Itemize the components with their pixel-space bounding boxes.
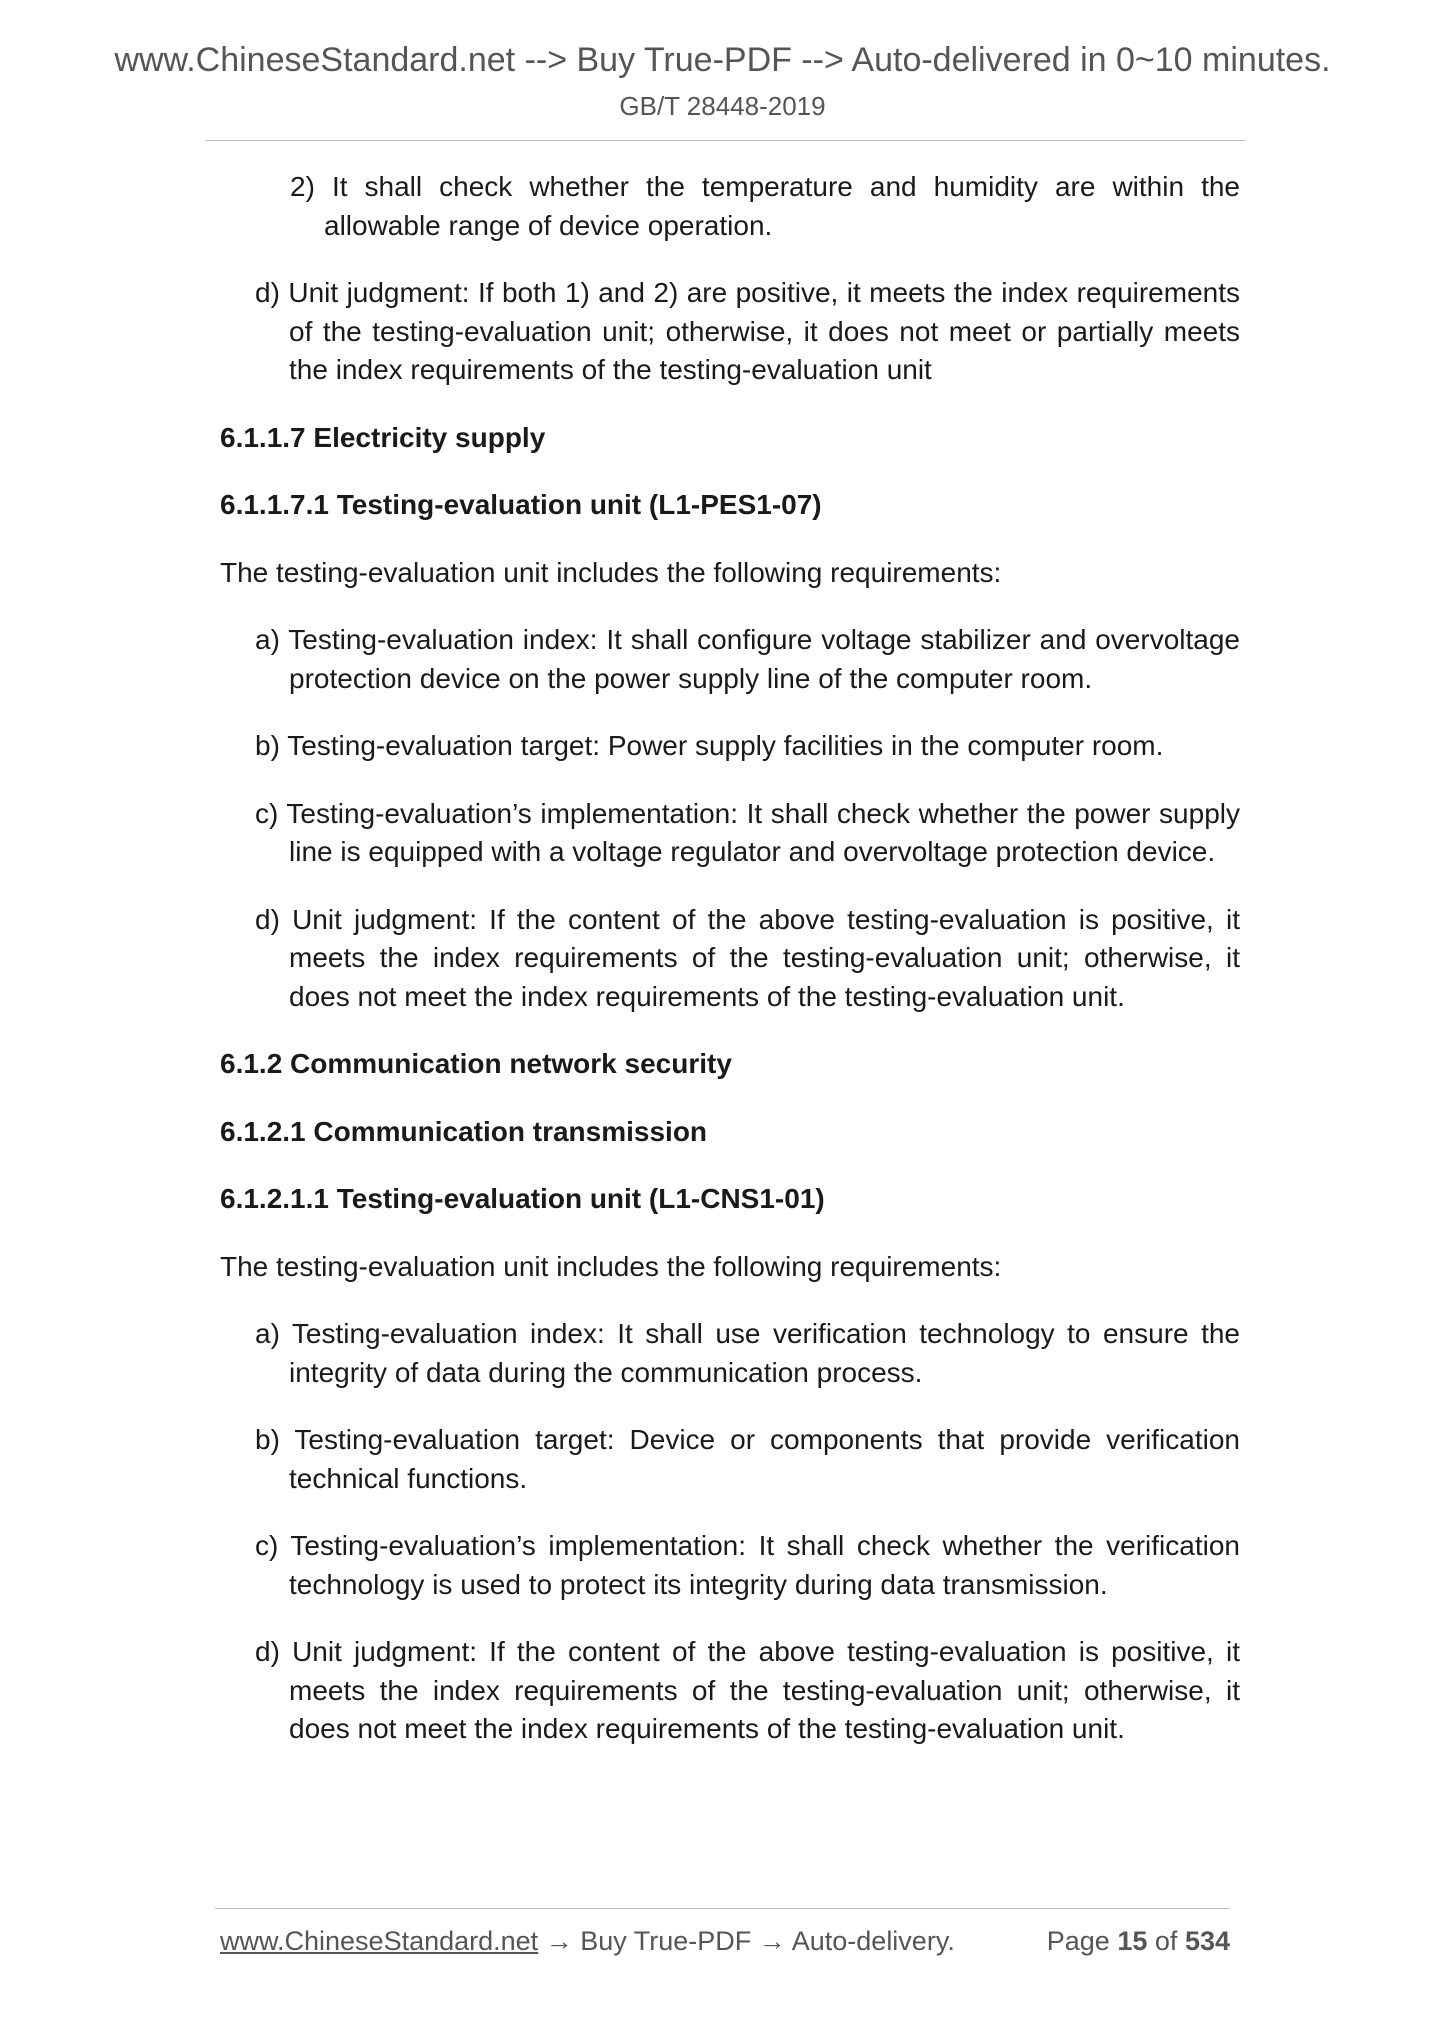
list-number: c): [255, 1530, 279, 1561]
list-text: Unit judgment: If the content of the above testing-evaluation is positive, it meets the index requirements of the testing-evaluation unit; otherwise, it does not meet the index requirements of the testing-evaluation unit.: [289, 1636, 1240, 1744]
intro-paragraph: The testing-evaluation unit includes the following requirements:: [220, 556, 1002, 588]
list-item-c: [255, 1527, 1240, 1604]
page-of-label: of: [1154, 1926, 1178, 1956]
list-number: 2): [290, 171, 315, 202]
list-item-a: [255, 621, 1240, 698]
section-heading-6-1-2-1: 6.1.2.1 Communication transmission: [220, 1115, 708, 1147]
list-number: b): [255, 730, 280, 761]
section-heading-6-1-2: 6.1.2 Communication network security: [220, 1048, 732, 1079]
current-page: 15: [1117, 1926, 1148, 1956]
page-label: Page: [1046, 1926, 1110, 1956]
list-number: a): [255, 624, 280, 655]
list-number: c): [255, 797, 279, 829]
list-text: Testing-evaluation target: Device or components that provide verification technical functions.: [289, 1424, 1240, 1494]
list-number: a): [255, 1318, 280, 1349]
list-number: d): [255, 277, 280, 308]
list-item-b: [255, 1421, 1240, 1498]
section-heading-6-1-1-7: 6.1.1.7 Electricity supply: [220, 421, 546, 453]
list-number: b): [255, 1424, 280, 1455]
list-item-2: [290, 168, 1240, 245]
header-divider: [205, 140, 1245, 141]
document-code: GB/T 28448-2019: [619, 91, 826, 121]
section-heading-6-1-2-1-1: 6.1.2.1.1 Testing-evaluation unit (L1-CNS1-01): [220, 1183, 825, 1214]
page-content: [220, 168, 1240, 1778]
total-pages: 534: [1184, 1926, 1230, 1956]
list-number: d): [255, 1636, 280, 1667]
list-text: Testing-evaluation’s implementation: It shall check whether the verification technology is used to protect its integrity during data transmission.: [289, 1530, 1240, 1600]
footer-promo: [220, 1924, 955, 1958]
list-text: Unit judgment: If the content of the above testing-evaluation is positive, it meets the index requirements of the testing-evaluation unit; otherwise, it does not meet the index requirements of the testing-evaluation unit.: [289, 903, 1240, 1012]
footer-promo-text: → Buy True-PDF → Auto-delivery.: [538, 1926, 955, 1956]
list-text: Testing-evaluation index: It shall use verification technology to ensure the integrity of data during the communication process.: [289, 1318, 1240, 1388]
list-text: Testing-evaluation target: Power supply facilities in the computer room.: [287, 730, 1164, 761]
list-item-d: [255, 901, 1240, 1017]
list-text: Unit judgment: If both 1) and 2) are positive, it meets the index requirements of the testing-evaluation unit; otherwise, it does not meet or partially meets the index requirements of the testing-evaluation unit: [288, 277, 1241, 385]
list-number: d): [255, 903, 280, 935]
footer-divider: [215, 1908, 1230, 1909]
list-item-b: [255, 727, 1240, 766]
list-item-a: [255, 1315, 1240, 1392]
section-heading-6-1-1-7-1: 6.1.1.7.1 Testing-evaluation unit (L1-PES1-07): [220, 489, 822, 520]
list-text: It shall check whether the temperature and humidity are within the allowable range of device operation.: [324, 171, 1240, 241]
list-text: Testing-evaluation’s implementation: It shall check whether the power supply line is equipped with a voltage regulator and overvoltage protection device.: [286, 797, 1240, 867]
header-banner: www.ChineseStandard.net --> Buy True-PDF --> Auto-delivered in 0~10 minutes.: [114, 41, 1331, 79]
list-text: Testing-evaluation index: It shall configure voltage stabilizer and overvoltage protection device on the power supply line of the computer room.: [288, 624, 1240, 694]
intro-paragraph: The testing-evaluation unit includes the following requirements:: [220, 1250, 1002, 1282]
page-number: [1047, 1924, 1230, 1958]
footer-website-link[interactable]: www.ChineseStandard.net: [220, 1926, 539, 1956]
list-item-d-unit-judgment: [255, 274, 1240, 390]
list-item-d: [255, 1633, 1240, 1749]
list-item-c: [255, 795, 1240, 872]
